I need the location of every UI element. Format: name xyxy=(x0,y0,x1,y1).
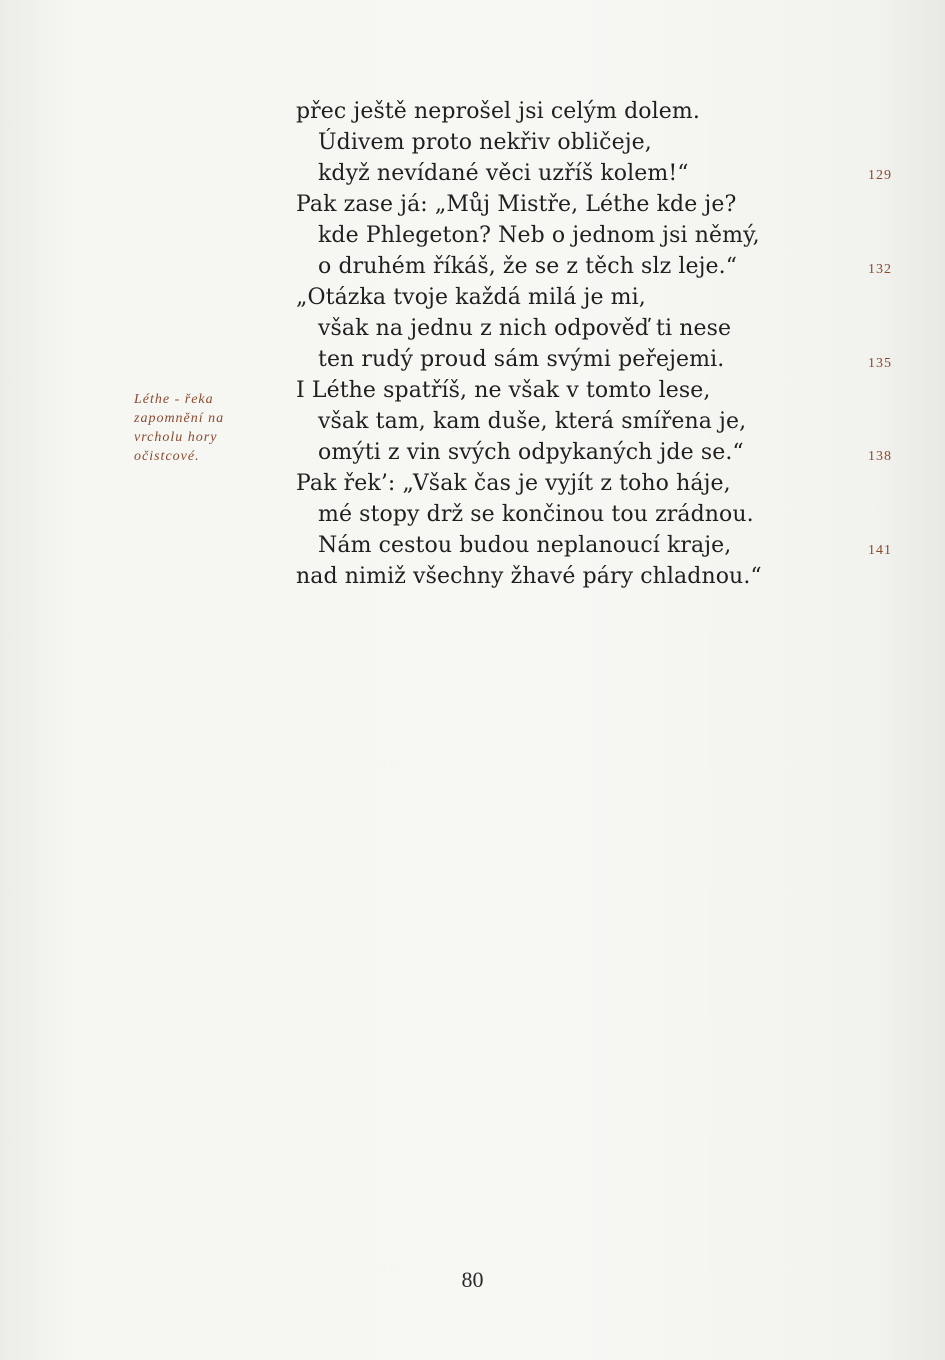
line-number: 141 xyxy=(868,543,892,558)
poem-line: nad nimiž všechny žhavé páry chladnou.“ xyxy=(296,564,762,589)
page-number: 80 xyxy=(461,1267,484,1292)
poem-line: však na jednu z nich odpověď ti nese xyxy=(318,316,732,341)
poem-line: když nevídané věci uzříš kolem!“ xyxy=(318,161,689,186)
poem-line: Pak řek’: „Však čas je vyjít z toho háje, xyxy=(296,471,731,496)
poem-line: Údivem proto nekřiv obličeje, xyxy=(318,130,652,155)
line-number: 132 xyxy=(868,262,892,277)
line-number: 138 xyxy=(868,449,892,464)
margin-note-line: očistcové. xyxy=(134,449,200,464)
line-number: 135 xyxy=(868,356,892,371)
poem-line: ten rudý proud sám svými peřejemi. xyxy=(318,347,725,372)
poem-line: však tam, kam duše, která smířena je, xyxy=(318,409,747,434)
poem-line: omýti z vin svých odpykaných jde se.“ xyxy=(318,440,744,465)
poem-line: mé stopy drž se končinou tou zrádnou. xyxy=(318,502,754,527)
poem-line: „Otázka tvoje každá milá je mi, xyxy=(296,285,646,310)
margin-note-line: zapomnění na xyxy=(134,411,225,426)
margin-note-line: vrcholu hory xyxy=(134,430,218,445)
poem-line: Nám cestou budou neplanoucí kraje, xyxy=(318,533,732,558)
line-number: 129 xyxy=(868,168,892,183)
poem-line: I Léthe spatříš, ne však v tomto lese, xyxy=(296,378,711,403)
poem-line: Pak zase já: „Můj Mistře, Léthe kde je? xyxy=(296,192,737,217)
poem-line: kde Phlegeton? Neb o jednom jsi němý, xyxy=(318,223,760,248)
poem-line: přec ještě neprošel jsi celým dolem. xyxy=(296,99,700,124)
poem-line: o druhém říkáš, že se z těch slz leje.“ xyxy=(318,254,738,279)
margin-note-line: Léthe - řeka xyxy=(134,392,214,407)
margin-note xyxy=(134,390,264,466)
